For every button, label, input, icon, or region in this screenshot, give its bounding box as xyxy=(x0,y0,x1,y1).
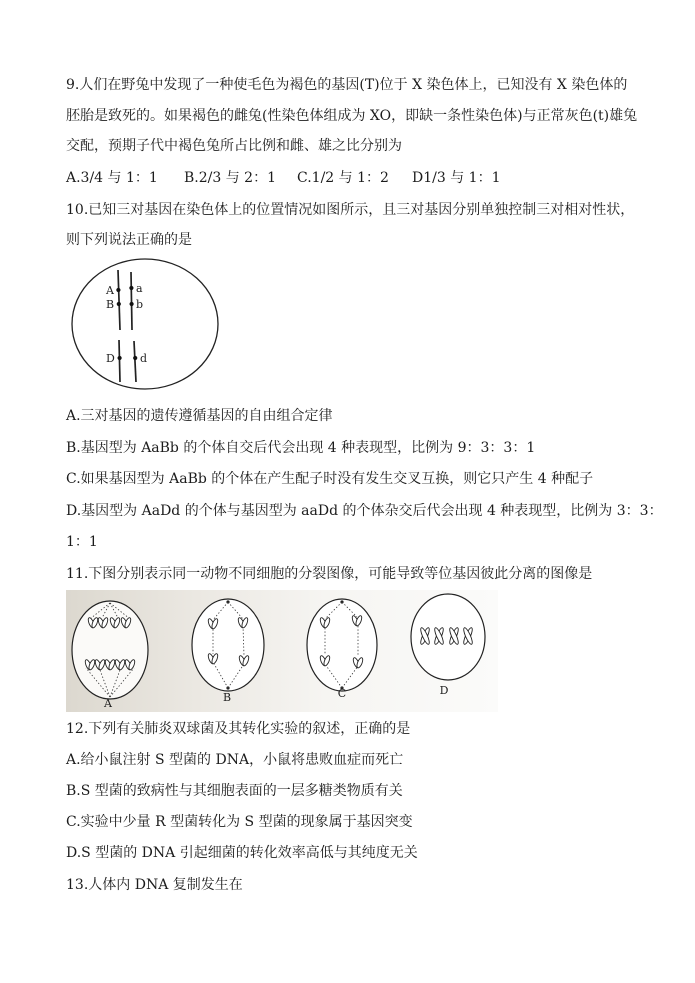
gene-label: d xyxy=(140,352,148,365)
gene-label: a xyxy=(136,282,143,295)
q11-stem-line-1: 11.下图分别表示同一动物不同细胞的分裂图像，可能导致等位基因彼此分离的图像是 xyxy=(66,566,593,582)
q12-option-d: D.S 型菌的 DNA 引起细菌的转化效率高低与其纯度无关 xyxy=(66,845,418,861)
gene-label: B xyxy=(106,298,115,311)
q10-option-d: D.基因型为 AaDd 的个体与基因型为 aaDd 的个体杂交后代会出现 4 种表现型，比例为 3：3： xyxy=(66,503,663,519)
q12-option-b: B.S 型菌的致病性与其细胞表面的一层多糖类物质有关 xyxy=(66,783,403,799)
cell-membrane xyxy=(192,599,264,691)
q9-option-d: D1/3 与 1：1 xyxy=(412,170,501,186)
q11-cell-division-figure xyxy=(66,590,498,712)
q9-stem-line-3: 交配，预期子代中褐色兔所占比例和雌、雄之比分别为 xyxy=(66,138,402,154)
gene-locus-dot xyxy=(129,286,133,290)
q9-stem-line-2: 胚胎是致死的。如果褐色的雌兔(性染色体组成为 XO，即缺一条性染色体)与正常灰色(t)雄兔 xyxy=(66,108,638,124)
figure-label-a: A xyxy=(104,697,112,710)
q9-option-c: C.1/2 与 1：2 xyxy=(297,170,389,186)
q10-option-d-continued: 1：1 xyxy=(66,534,98,550)
gene-locus-dot xyxy=(133,356,137,360)
gene-locus-dot xyxy=(117,302,121,306)
cell-membrane xyxy=(307,599,377,691)
q10-stem-line-2: 则下列说法正确的是 xyxy=(66,232,192,248)
q10-stem-line-1: 10.已知三对基因在染色体上的位置情况如图所示，且三对基因分别单独控制三对相对性状， xyxy=(66,202,635,218)
chromosome-line xyxy=(119,340,120,382)
gene-label: A xyxy=(106,284,114,297)
gene-label: D xyxy=(106,352,115,365)
gene-locus-dot xyxy=(118,356,122,360)
gene-label: b xyxy=(136,298,144,311)
gene-locus-dot xyxy=(116,288,120,292)
q9-stem-line-1: 9.人们在野兔中发现了一种使毛色为褐色的基因(T)位于 X 染色体上，已知没有 X 染色体的 xyxy=(66,77,628,93)
q12-option-c: C.实验中少量 R 型菌转化为 S 型菌的现象属于基因突变 xyxy=(66,814,413,830)
q10-option-a: A.三对基因的遗传遵循基因的自由组合定律 xyxy=(66,408,333,424)
chromosome-line xyxy=(131,272,132,330)
gene-locus-dot xyxy=(130,302,134,306)
q10-option-c: C.如果基因型为 AaBb 的个体在产生配子时没有发生交叉互换，则它只产生 4 种配子 xyxy=(66,471,594,487)
q10-option-b: B.基因型为 AaBb 的个体自交后代会出现 4 种表现型，比例为 9：3：3：1 xyxy=(66,440,536,456)
q9-option-a: A.3/4 与 1：1 xyxy=(66,170,158,186)
figure-label-c: C xyxy=(337,687,347,700)
q13-stem-line-1: 13.人体内 DNA 复制发生在 xyxy=(66,877,243,893)
q12-stem-line-1: 12.下列有关肺炎双球菌及其转化实验的叙述，正确的是 xyxy=(66,721,411,737)
q9-option-b: B.2/3 与 2：1 xyxy=(184,170,276,186)
q10-chromosome-figure xyxy=(70,256,222,394)
cell-membrane xyxy=(72,259,218,389)
chromosome-line xyxy=(134,341,136,382)
cell-membrane xyxy=(72,601,148,699)
chromosome-line xyxy=(118,270,120,330)
q12-option-a: A.给小鼠注射 S 型菌的 DNA，小鼠将患败血症而死亡 xyxy=(66,752,404,768)
figure-label-b: B xyxy=(222,691,232,704)
figure-label-d: D xyxy=(439,684,449,697)
